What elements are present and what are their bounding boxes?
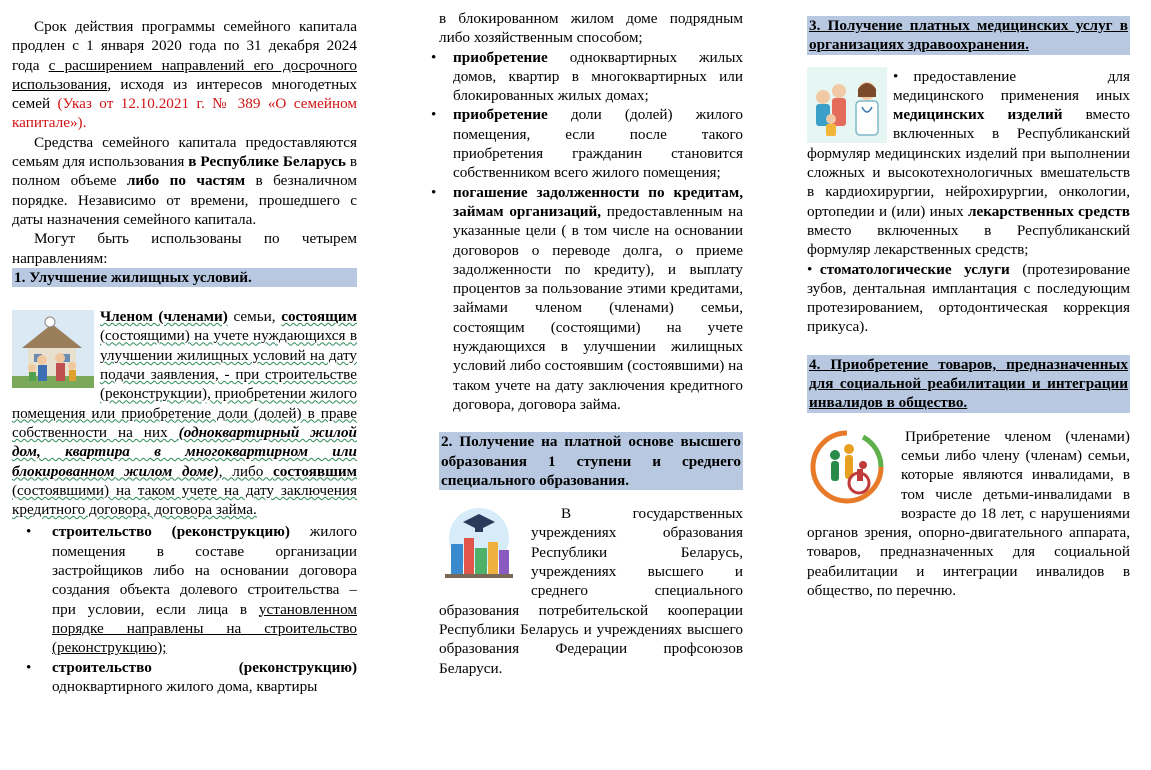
education-paragraph: В государственных учреждениях образования Республики Беларусь, учреждениях высшего и среднего специального образования потребительской кооперации Республики Беларусь и учреждениях высшего образования Федерации профсоюзов Беларуси. — [439, 505, 743, 677]
housing-text: семьи, — [227, 308, 282, 326]
intro-text: Средства семейного капитала предоставляются семьям для использования — [12, 133, 357, 171]
housing-italic: (одноквартирный жилой дом, квартира в многоквартирном или блокированном жилом доме) — [12, 423, 358, 480]
intro-bold: либо по частям — [126, 172, 246, 190]
item-text: жилого помещения в составе организации застройщиков либо на основании договора создания объекта долевого строительства – при условии, если лица в — [52, 523, 357, 618]
item-text: одноквартирных жилых домов, квартир в многоквартирных или блокированных жилых домах; — [453, 48, 743, 105]
housing-bold: состоявшим — [273, 462, 357, 480]
item-text: (протезирование зубов, дентальная имплантация с последующим протезированием, ортодонтическая коррекция прикуса). — [807, 260, 1131, 336]
column-3 — [807, 0, 1130, 600]
item-bold: строительство (реконструкцию) — [52, 658, 357, 676]
list-item — [52, 658, 357, 697]
housing-text: (состоявшими) на таком учете на дату заключения кредитного договора, договора займа. — [12, 481, 357, 519]
intro-paragraph-2 — [12, 133, 357, 229]
item-bold: приобретение — [453, 106, 548, 124]
intro-paragraph-3: Могут быть использованы по четырем направлениям: — [12, 230, 357, 267]
rehab-paragraph: Прибретение членом (членами) семьи либо члену (членам) семьи, которые являются инвалидами, в том числе детьми-инвалидами в возрасте до 18 лет, с нарушениями органов зрения, опорно-двигательного аппарата, товаров, предназначенных для социальной реабилитации и интеграции инвалидов в общество, по перечню. — [807, 427, 1130, 600]
continued-text: в блокированном жилом доме подрядным либо хозяйственным способом; — [439, 10, 743, 47]
column-1 — [12, 0, 357, 696]
housing-text: , либо — [218, 462, 274, 480]
column-2 — [439, 0, 743, 678]
family-house-image — [12, 310, 94, 388]
item-bold: медицинских изделий — [893, 106, 1063, 124]
education-books-image — [439, 504, 517, 582]
heading-text: 3. Получение платных медицинских услуг в организациях здравоохранения. — [809, 17, 1128, 54]
item-underlined: установленном порядке направлены на строительство (реконструкцию); — [52, 600, 357, 657]
intro-text: , исходя из интересов многодетных семей — [12, 75, 357, 113]
intro-text: Срок действия программы семейного капитала продлен с 1 января 2020 года по 31 декабря 2024 года — [12, 18, 357, 74]
item-text: предоставление для медицинского применения иных — [893, 67, 1130, 104]
item-text: предоставленным на указанные цели ( в том числе на основании договоров о переводе долга, о приеме задолженности по кредиту), и выплату процентов за пользование этими кредитами, займами членом (членами) семьи, состоящим (состоящими) на учете нуждающихся в улучшении жилищных условий либо состоявшим (состоявшими) на таком учете на дату заключения кредитного договора, договора займа. — [453, 202, 744, 413]
item-text: вместо включенных в Республиканский формуляр медицинских изделий при выполнении сложных и высокотехнологичных вмешательств в кардиохирургии, нейрохирургии, онкологии, ортопедии и (или) иных — [807, 106, 1130, 220]
decree-reference: (Указ от 12.10.2021 г. № 389 «О семейном капитале»). — [12, 95, 357, 132]
item-bold: погашение задолженности по кредитам, займам организаций, — [453, 183, 743, 220]
housing-bold: состоящим — [281, 308, 357, 326]
item-text: одноквартирного жилого дома, квартиры — [52, 677, 318, 695]
item-text: вместо включенных в Республиканский формуляр лекарственных средств; — [807, 221, 1130, 259]
intro-bold: в Республике Беларусь — [188, 153, 346, 171]
bullet: • — [807, 260, 820, 278]
family-doctor-image — [807, 67, 887, 143]
item-bold: стоматологические услуги — [819, 260, 1010, 278]
item-bold: лекарственных средств — [967, 202, 1130, 220]
bullet: • — [893, 67, 914, 85]
list-item — [52, 522, 357, 657]
medical-paragraph-2 — [807, 260, 1130, 337]
intro-text: в полном объеме — [12, 153, 358, 190]
list-item — [453, 183, 743, 415]
list-item — [453, 48, 743, 106]
section-heading-rehab — [807, 355, 1130, 413]
housing-text: (состоящими) на учете нуждающихся в улучшении жилищных условий на дату подачи заявления, - при строительстве (реконструкции), приобретении жилого помещения или приобретение доли (долей) в праве собственности на них — [12, 327, 357, 441]
section-heading-housing: 1. Улучшение жилищных условий. — [12, 268, 357, 287]
list-item — [453, 105, 743, 182]
intro-paragraph-1 — [12, 17, 357, 133]
housing-list — [12, 522, 357, 696]
heading-text: 4. Приобретение товаров, предназначенных для социальной реабилитации и интеграции инвалидов в общество. — [809, 355, 1128, 412]
item-bold: строительство (реконструкцию) — [52, 523, 290, 541]
section-heading-medical — [807, 16, 1130, 55]
intro-underlined: с расширением направлений его досрочного использования — [12, 56, 357, 93]
rehabilitation-logo-image — [807, 427, 887, 505]
housing-list-continued — [439, 48, 743, 415]
section-heading-education: 2. Получение на платной основе высшего образования 1 ступени и среднего специального образования. — [441, 433, 741, 489]
item-text: доли (долей) жилого помещения, если после такого приобретения гражданин становится собственником всего жилого помещения; — [453, 106, 743, 182]
item-bold: приобретение — [453, 48, 548, 66]
intro-text: в безналичном порядке. Независимо от времени, прошедшего с даты назначения семейного капитала. — [12, 172, 357, 228]
housing-bold: Членом (членами) — [100, 308, 228, 326]
